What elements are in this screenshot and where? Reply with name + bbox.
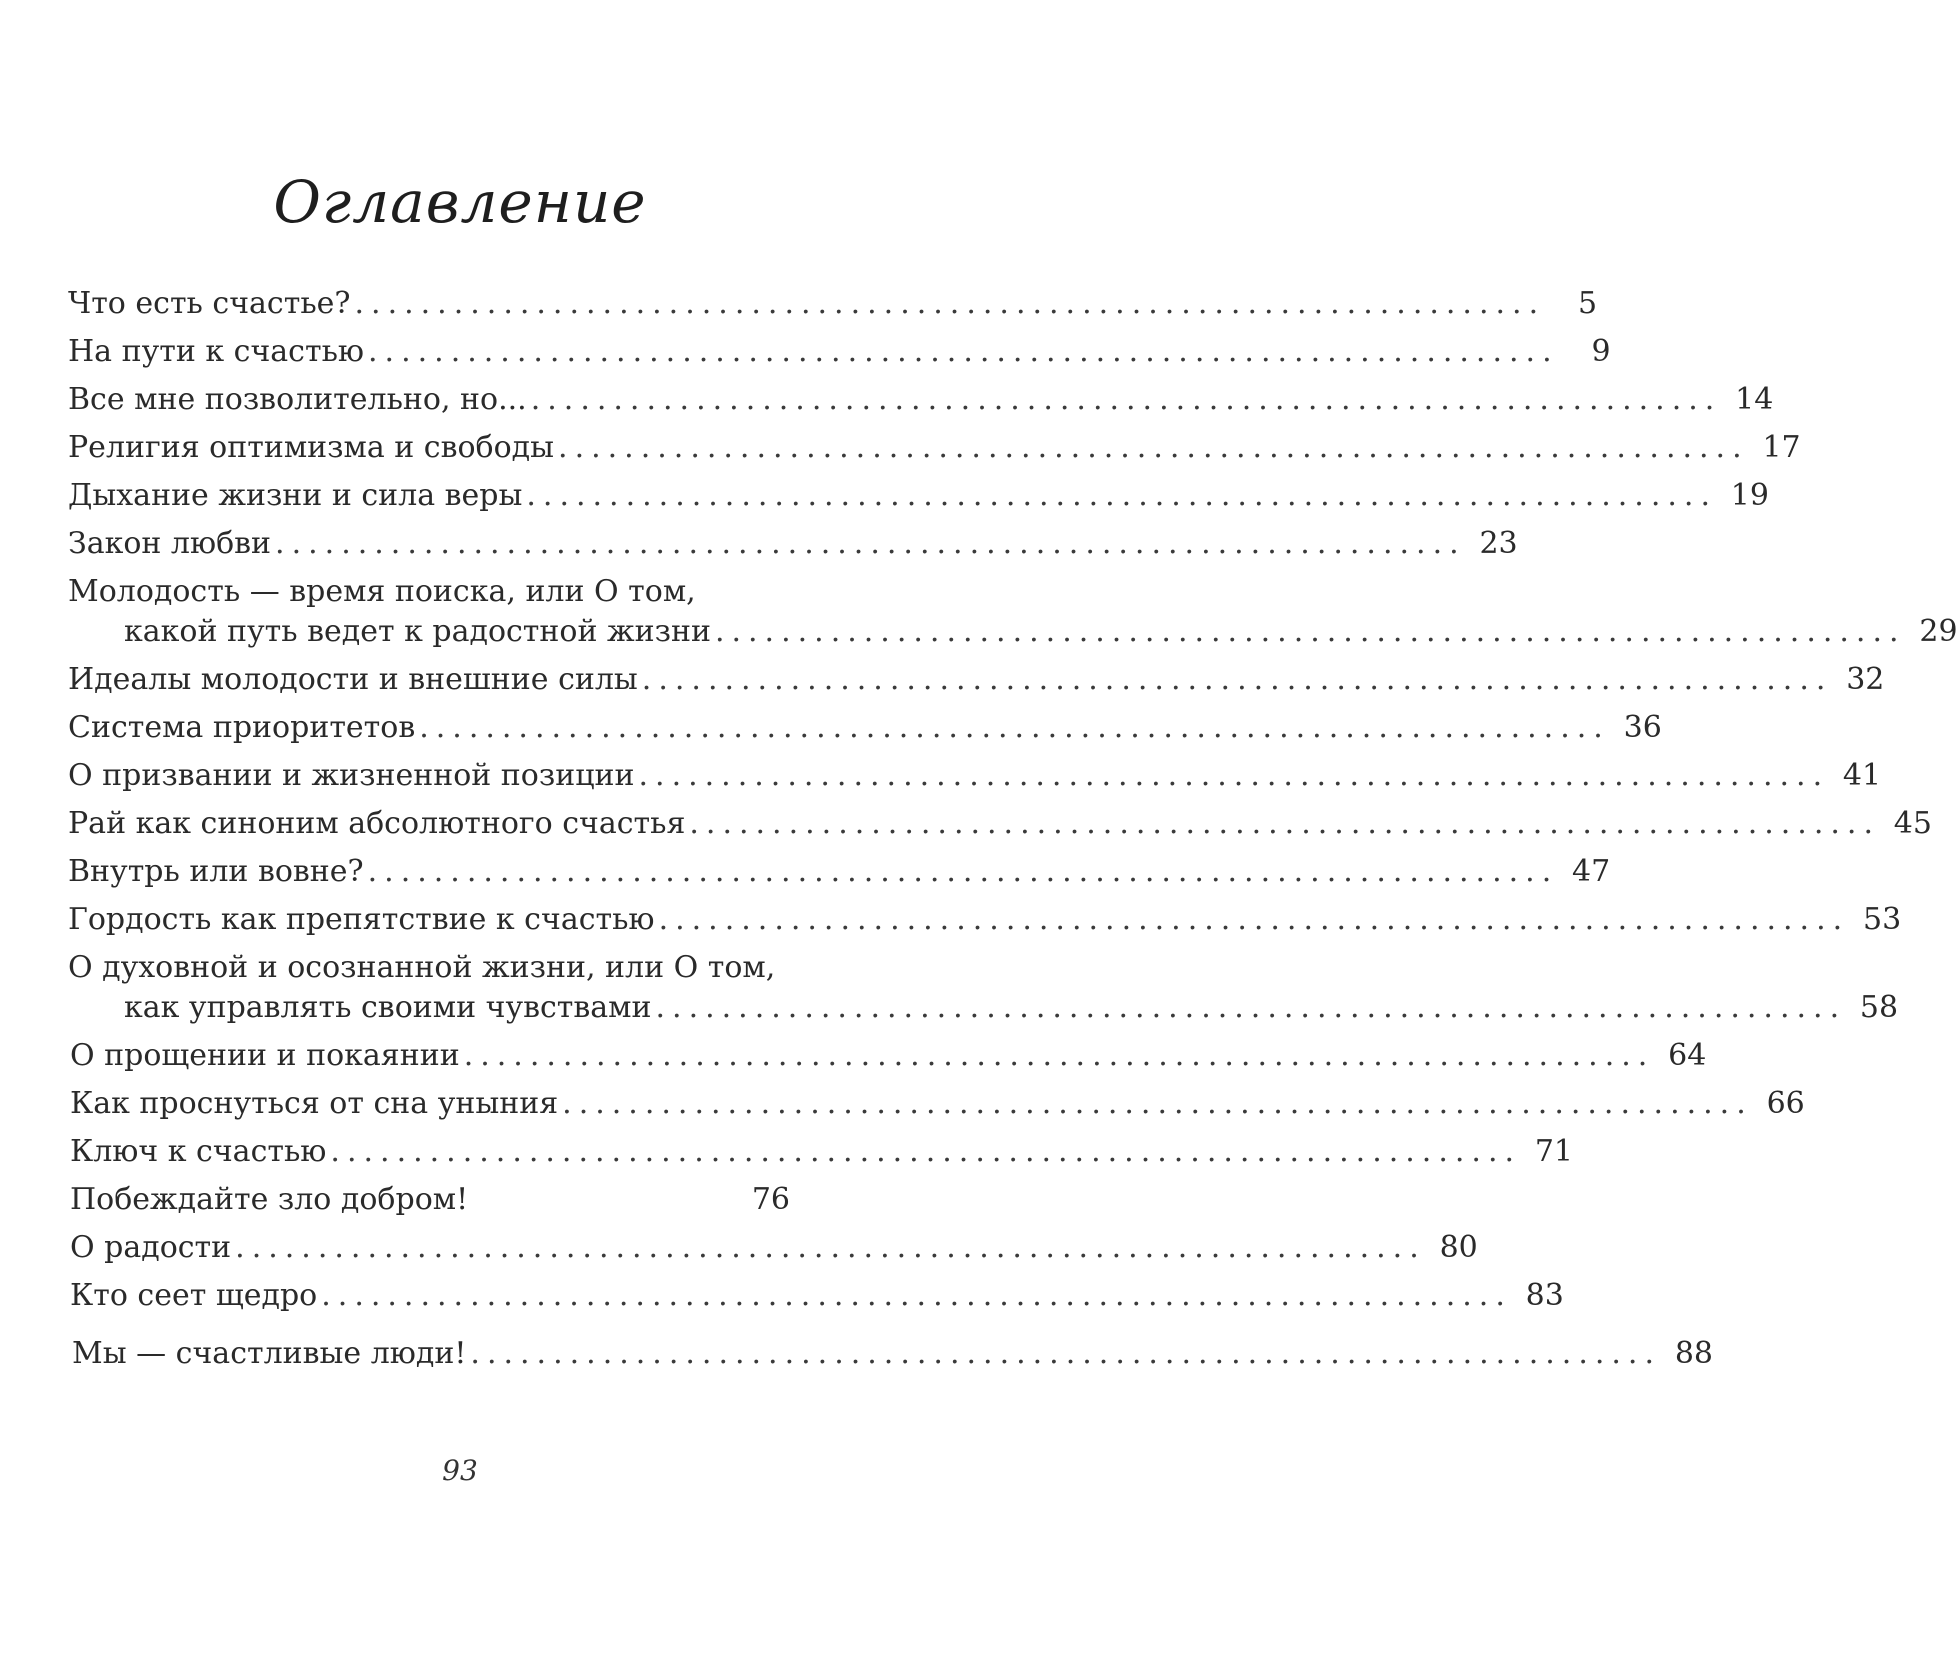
- toc-entry: [68, 806, 1932, 842]
- toc-entry-title: О прощении и покаянии: [70, 1038, 460, 1073]
- toc-entry: [70, 1182, 790, 1218]
- toc-entry-title: Система приоритетов: [68, 710, 416, 745]
- toc-entry-page: 58: [1859, 990, 1899, 1025]
- toc-entry: [68, 286, 1598, 322]
- toc-entry: [68, 334, 1611, 370]
- dot-leader: ........................................................................: [638, 758, 1830, 793]
- dot-leader: ........................................................................: [275, 526, 1466, 561]
- toc-entry: [70, 1086, 1805, 1122]
- toc-entry: [72, 1336, 1714, 1372]
- toc-entry-page: 83: [1525, 1278, 1564, 1313]
- toc-entry-page: 14: [1735, 382, 1774, 417]
- toc-entry-title: Рай как синоним абсолютного счастья: [68, 806, 686, 841]
- dot-leader: ........................................................................: [354, 286, 1546, 321]
- toc-entry-page: 53: [1862, 902, 1902, 937]
- toc-entry-title-line1: О духовной и осознанной жизни, или О том,: [68, 950, 776, 985]
- dot-leader: ........................................................................: [463, 1038, 1655, 1073]
- toc-entry-page: 47: [1572, 854, 1611, 889]
- toc-entry-page: 88: [1674, 1336, 1714, 1371]
- dot-leader: ........................................................................: [689, 806, 1880, 841]
- toc-entry: [68, 710, 1662, 746]
- dot-leader: ........................................................................: [419, 710, 1610, 745]
- dot-leader: ........................................................................: [641, 662, 1833, 697]
- toc-entry-title: какой путь ведет к радостной жизни: [124, 614, 711, 649]
- toc-entry-page: 76: [751, 1182, 790, 1217]
- toc-entry-title: Кто сеет щедро: [70, 1278, 318, 1313]
- toc-entry-page: 66: [1766, 1086, 1805, 1121]
- dot-leader: ........................................................................: [321, 1278, 1512, 1313]
- toc-entry-page: 41: [1842, 758, 1882, 793]
- toc-entry-title: Как проснуться от сна уныния: [70, 1086, 559, 1121]
- toc-entry-page: 45: [1893, 806, 1932, 841]
- toc-entry-page: 23: [1479, 526, 1518, 561]
- dot-leader: ........................................................................: [330, 1134, 1522, 1169]
- toc-entry-title: Мы — счастливые люди!: [72, 1336, 467, 1371]
- toc-entry-title: Дыхание жизни и сила веры: [68, 478, 523, 513]
- toc-entry-title-line1: Молодость — время поиска, или О том,: [68, 574, 696, 609]
- toc-entry-title: Ключ к счастью: [70, 1134, 327, 1169]
- page-number: 93: [442, 1454, 478, 1487]
- dot-leader: ........................................................................: [658, 902, 1850, 937]
- toc-entry-title: Что есть счастье?: [68, 286, 351, 321]
- toc-entry-title: Идеалы молодости и внешние силы: [68, 662, 638, 697]
- dot-leader: ........................................................................: [562, 1086, 1753, 1121]
- toc-entry: [68, 526, 1518, 562]
- toc-entry: [68, 662, 1885, 698]
- toc-entry-title: О призвании и жизненной позиции: [68, 758, 635, 793]
- dot-leader: ........................................................................: [367, 854, 1559, 889]
- toc-entry-page: 36: [1623, 710, 1662, 745]
- toc-entry-title: О радости: [70, 1230, 232, 1265]
- toc-entry: [68, 854, 1611, 890]
- toc-entry-page: 80: [1439, 1230, 1478, 1265]
- toc-entry-page: 71: [1534, 1134, 1574, 1169]
- dot-leader: ........................................................................: [235, 1230, 1426, 1265]
- toc-entry-title: На пути к счастью: [68, 334, 365, 369]
- toc-entry-title: Религия оптимизма и свободы: [68, 430, 555, 465]
- toc-entry-page: 29: [1919, 614, 1958, 649]
- toc-entry: [68, 758, 1882, 794]
- toc-entry-page: 19: [1730, 478, 1769, 513]
- toc-entry-title: Внутрь или вовне?: [68, 854, 364, 889]
- toc-entry: [68, 430, 1801, 466]
- toc-entry: [124, 614, 1958, 650]
- toc-entry-title: Закон любви: [68, 526, 272, 561]
- toc-entry: [68, 902, 1902, 938]
- toc-entry: [70, 1230, 1478, 1266]
- toc-entry-page: 5: [1578, 286, 1598, 321]
- dot-leader: ........................................................................: [714, 614, 1906, 649]
- page-title: Оглавление: [273, 168, 647, 236]
- dot-leader: ........................................................................: [526, 478, 1717, 513]
- dot-leader: ........................................................................: [558, 430, 1749, 465]
- toc-entry-title: Все мне позволительно, но...: [68, 382, 527, 417]
- toc-entry: [70, 1134, 1574, 1170]
- toc-entry-title: Гордость как препятствие к счастью: [68, 902, 655, 937]
- dot-leader: ........................................................................: [655, 990, 1847, 1025]
- toc-entry: [68, 382, 1774, 418]
- dot-leader: ........................................................................: [368, 334, 1559, 369]
- toc-entry-page: 64: [1668, 1038, 1707, 1073]
- toc-entry: [124, 990, 1899, 1026]
- toc-entry: [70, 1038, 1707, 1074]
- dot-leader: ........................................................................: [470, 1336, 1662, 1371]
- toc-entry-page: 17: [1762, 430, 1801, 465]
- dot-leader: ........................................................................: [530, 382, 1722, 417]
- toc-entry-page: 32: [1846, 662, 1885, 697]
- toc-entry-title: Побеждайте зло добром!: [70, 1182, 469, 1217]
- toc-entry-title: как управлять своими чувствами: [124, 990, 652, 1025]
- toc-entry-page: 9: [1591, 334, 1611, 369]
- toc-entry: [70, 1278, 1564, 1314]
- toc-entry: [68, 478, 1769, 514]
